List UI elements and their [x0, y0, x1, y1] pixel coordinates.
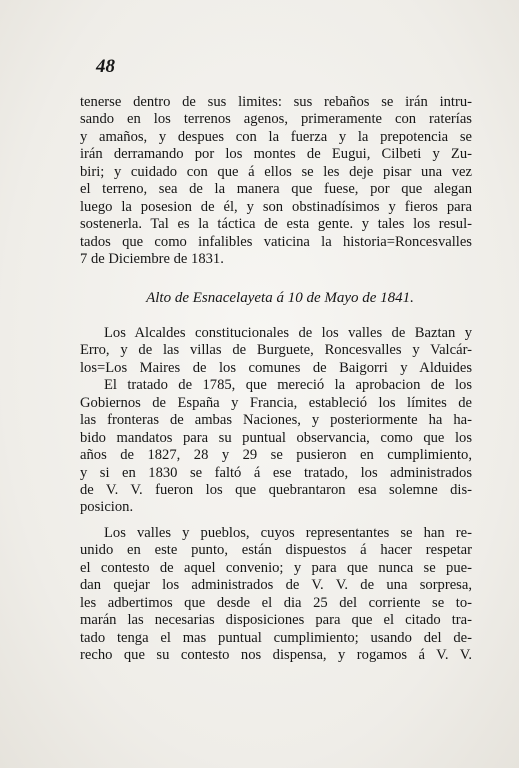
text-line: tados que como infalibles vaticina la historia=Roncesvalles: [80, 233, 472, 250]
text-line: luego la posesion de él, y son obstinadísimos y fieros para: [80, 198, 472, 215]
text-line: biri; y cuidado con que á ellos se les deje pisar una vez: [80, 163, 472, 180]
paragraph-letter-1831: [80, 94, 472, 268]
text-line: dan quejar los administrados de V. V. de una sorpresa,: [80, 577, 472, 594]
text-line: y amaños, y despues con la fuerza y la prepotencia se: [80, 128, 472, 145]
text-line: de V. V. fueron los que quebrantaron esa solemne dis-: [80, 481, 472, 498]
section-heading: Alto de Esnacelayeta á 10 de Mayo de 1841.: [146, 290, 414, 306]
text-line: 7 de Diciembre de 1831.: [80, 250, 224, 267]
page-number: 48: [96, 56, 115, 77]
text-line: el terreno, sea de la manera que fuese, por que alegan: [80, 181, 472, 198]
text-line: irán derramando por los montes de Eugui, Cilbeti y Zu-: [80, 146, 472, 163]
text-line: posicion.: [80, 499, 134, 516]
text-line: los=Los Maires de los comunes de Baigorri y Alduides: [80, 359, 472, 376]
text-line: el contesto de aquel convenio; y para que nunca se pue-: [80, 559, 472, 576]
text-line: tado tenga el mas puntual cumplimiento; usando del de-: [80, 629, 472, 646]
text-line: sando en los terrenos agenos, primeramente con raterías: [80, 111, 472, 128]
text-line: las fronteras de ambas Naciones, y posteriormente ha ha-: [80, 412, 472, 429]
text-line: años de 1827, 28 y 29 se pusieron en cumplimiento,: [80, 447, 472, 464]
text-line: Erro, y de las villas de Burguete, Roncesvalles y Valcár-: [80, 342, 472, 359]
text-line: Los Alcaldes constitucionales de los valles de Baztan y: [104, 325, 472, 341]
text-line: Los valles y pueblos, cuyos representantes se han re-: [104, 525, 472, 541]
text-line: sostenerla. Tal es la táctica de esta gente. y tales los resul-: [80, 216, 472, 233]
text-line: El tratado de 1785, que mereció la aprobacion de los: [104, 377, 472, 394]
text-line: bido mandatos para su puntual observancia, como que los: [80, 429, 472, 446]
text-line: les adbertimos que desde el dia 25 del corriente se to-: [80, 594, 472, 611]
paragraph-alcaldes: [80, 325, 472, 517]
text-line: Gobiernos de España y Francia, estableció los límites de: [80, 394, 472, 411]
paragraph-valles: [80, 525, 472, 665]
text-line: unido en este punto, están dispuestos á hacer respetar: [80, 542, 472, 559]
text-line: recho que su contesto nos dispensa, y rogamos á V. V.: [80, 647, 472, 664]
text-line: y si en 1830 se faltó á ese tratado, los administrados: [80, 464, 472, 481]
text-line: marán las necesarias disposiciones para que el citado tra-: [80, 612, 472, 629]
text-line: tenerse dentro de sus limites: sus rebaños se irán intru-: [80, 94, 472, 110]
